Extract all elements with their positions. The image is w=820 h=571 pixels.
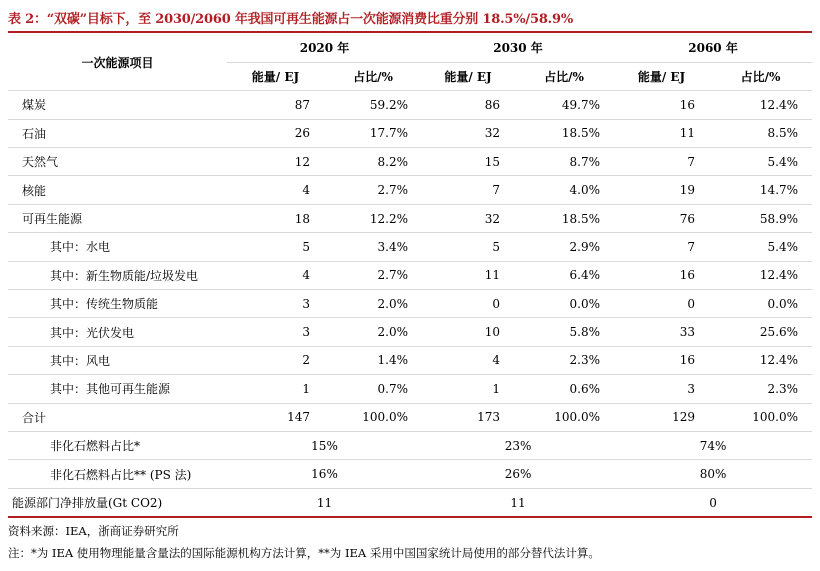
cell: 2 — [227, 346, 324, 374]
cell: 0.6% — [514, 375, 614, 403]
cell: 0.0% — [514, 290, 614, 318]
cell: 14.7% — [709, 176, 812, 204]
cell: 18.5% — [514, 204, 614, 232]
cell: 12 — [227, 148, 324, 176]
cell: 129 — [614, 403, 709, 431]
table-row — [8, 119, 812, 147]
summary-label: 能源部门净排放量(Gt CO2) — [12, 496, 163, 511]
cell: 147 — [227, 403, 324, 431]
cell: 15 — [422, 148, 514, 176]
row-label: 合计 — [8, 403, 227, 431]
cell: 11 — [614, 119, 709, 147]
cell: 86 — [422, 91, 514, 119]
summary-row — [8, 460, 812, 488]
cell: 7 — [614, 233, 709, 261]
cell: 173 — [422, 403, 514, 431]
cell: 7 — [422, 176, 514, 204]
cell: 32 — [422, 204, 514, 232]
table-row — [8, 204, 812, 232]
row-label: 可再生能源 — [8, 204, 227, 232]
row-label: 石油 — [8, 119, 227, 147]
summary-cell: 0 — [709, 495, 717, 510]
cell: 5.8% — [514, 318, 614, 346]
cell: 16 — [614, 261, 709, 289]
table-row-total — [8, 403, 812, 431]
cell: 2.3% — [709, 375, 812, 403]
summary-label: 非化石燃料占比** (PS 法) — [8, 460, 227, 488]
summary-cell: 11 — [510, 495, 526, 510]
cell: 12.4% — [709, 91, 812, 119]
summary-cell: 26% — [422, 460, 614, 488]
cell: 49.7% — [514, 91, 614, 119]
cell: 4.0% — [514, 176, 614, 204]
cell: 16 — [614, 346, 709, 374]
cell: 12.2% — [324, 204, 422, 232]
cell: 0 — [422, 290, 514, 318]
header-share-2020: 占比/% — [324, 62, 422, 90]
cell: 8.7% — [514, 148, 614, 176]
cell: 25.6% — [709, 318, 812, 346]
header-share-2060: 占比/% — [709, 62, 812, 90]
top-rule — [8, 31, 812, 33]
row-label: 其中：风电 — [8, 346, 227, 374]
cell: 0.7% — [324, 375, 422, 403]
header-row-years — [8, 34, 812, 62]
table-title: 表 2：“双碳”目标下，至 2030/2060 年我国可再生能源占一次能源消费比重分别 18.5%/58.9% — [8, 12, 573, 27]
cell: 76 — [614, 204, 709, 232]
row-label: 煤炭 — [8, 91, 227, 119]
table-row — [8, 290, 812, 318]
cell: 2.0% — [324, 290, 422, 318]
cell: 12.4% — [709, 261, 812, 289]
header-row-label: 一次能源项目 — [8, 34, 227, 91]
header-year-2060: 2060 年 — [614, 34, 812, 62]
cell: 8.2% — [324, 148, 422, 176]
cell: 100.0% — [324, 403, 422, 431]
summary-cell: 23% — [422, 431, 614, 459]
cell: 6.4% — [514, 261, 614, 289]
cell: 5 — [227, 233, 324, 261]
cell: 4 — [422, 346, 514, 374]
cell: 0 — [614, 290, 709, 318]
table-row — [8, 318, 812, 346]
source-text: 资料来源：IEA，浙商证券研究所 — [8, 524, 179, 538]
row-label: 其中：水电 — [8, 233, 227, 261]
cell: 32 — [422, 119, 514, 147]
summary-row — [8, 488, 812, 516]
cell: 11 — [422, 261, 514, 289]
header-energy-2060: 能量/ EJ — [614, 62, 709, 90]
cell: 4 — [227, 176, 324, 204]
cell: 33 — [614, 318, 709, 346]
row-label: 核能 — [8, 176, 227, 204]
cell: 2.7% — [324, 261, 422, 289]
cell: 2.7% — [324, 176, 422, 204]
summary-cell: 11 — [316, 495, 333, 510]
cell: 26 — [227, 119, 324, 147]
cell: 16 — [614, 91, 709, 119]
row-label: 其中：其他可再生能源 — [8, 375, 227, 403]
table-row — [8, 346, 812, 374]
cell: 18.5% — [514, 119, 614, 147]
energy-table — [8, 34, 812, 517]
cell: 18 — [227, 204, 324, 232]
row-label: 其中：光伏发电 — [8, 318, 227, 346]
header-energy-2020: 能量/ EJ — [227, 62, 324, 90]
footnote-text: 注：*为 IEA 使用物理能量含量法的国际能源机构方法计算，**为 IEA 采用中国国家统计局使用的部分替代法计算。 — [8, 546, 600, 560]
cell: 17.7% — [324, 119, 422, 147]
table-row — [8, 91, 812, 119]
cell: 3 — [227, 290, 324, 318]
cell: 3.4% — [324, 233, 422, 261]
table-row — [8, 233, 812, 261]
cell: 5 — [422, 233, 514, 261]
header-share-2030: 占比/% — [514, 62, 614, 90]
header-year-2030: 2030 年 — [422, 34, 614, 62]
cell: 5.4% — [709, 148, 812, 176]
cell: 2.9% — [514, 233, 614, 261]
summary-row — [8, 431, 812, 459]
row-label: 其中：新生物质能/垃圾发电 — [8, 261, 227, 289]
cell: 59.2% — [324, 91, 422, 119]
cell: 87 — [227, 91, 324, 119]
cell: 5.4% — [709, 233, 812, 261]
cell: 58.9% — [709, 204, 812, 232]
cell: 100.0% — [514, 403, 614, 431]
bottom-rule — [8, 516, 812, 518]
row-label: 天然气 — [8, 148, 227, 176]
header-energy-2030: 能量/ EJ — [422, 62, 514, 90]
cell: 8.5% — [709, 119, 812, 147]
cell: 1 — [227, 375, 324, 403]
cell: 0.0% — [709, 290, 812, 318]
summary-cell: 16% — [227, 460, 422, 488]
cell: 12.4% — [709, 346, 812, 374]
table-row — [8, 148, 812, 176]
cell: 1 — [422, 375, 514, 403]
cell: 19 — [614, 176, 709, 204]
summary-cell: 15% — [227, 431, 422, 459]
row-label: 其中：传统生物质能 — [8, 290, 227, 318]
cell: 7 — [614, 148, 709, 176]
table-row — [8, 176, 812, 204]
cell: 4 — [227, 261, 324, 289]
cell: 3 — [227, 318, 324, 346]
table-row — [8, 261, 812, 289]
summary-label: 非化石燃料占比* — [8, 431, 227, 459]
header-year-2020: 2020 年 — [227, 34, 422, 62]
cell: 10 — [422, 318, 514, 346]
cell: 2.3% — [514, 346, 614, 374]
cell: 2.0% — [324, 318, 422, 346]
summary-cell: 74% — [614, 431, 812, 459]
summary-cell: 80% — [614, 460, 812, 488]
cell: 1.4% — [324, 346, 422, 374]
cell: 3 — [614, 375, 709, 403]
cell: 100.0% — [709, 403, 812, 431]
table-row — [8, 375, 812, 403]
